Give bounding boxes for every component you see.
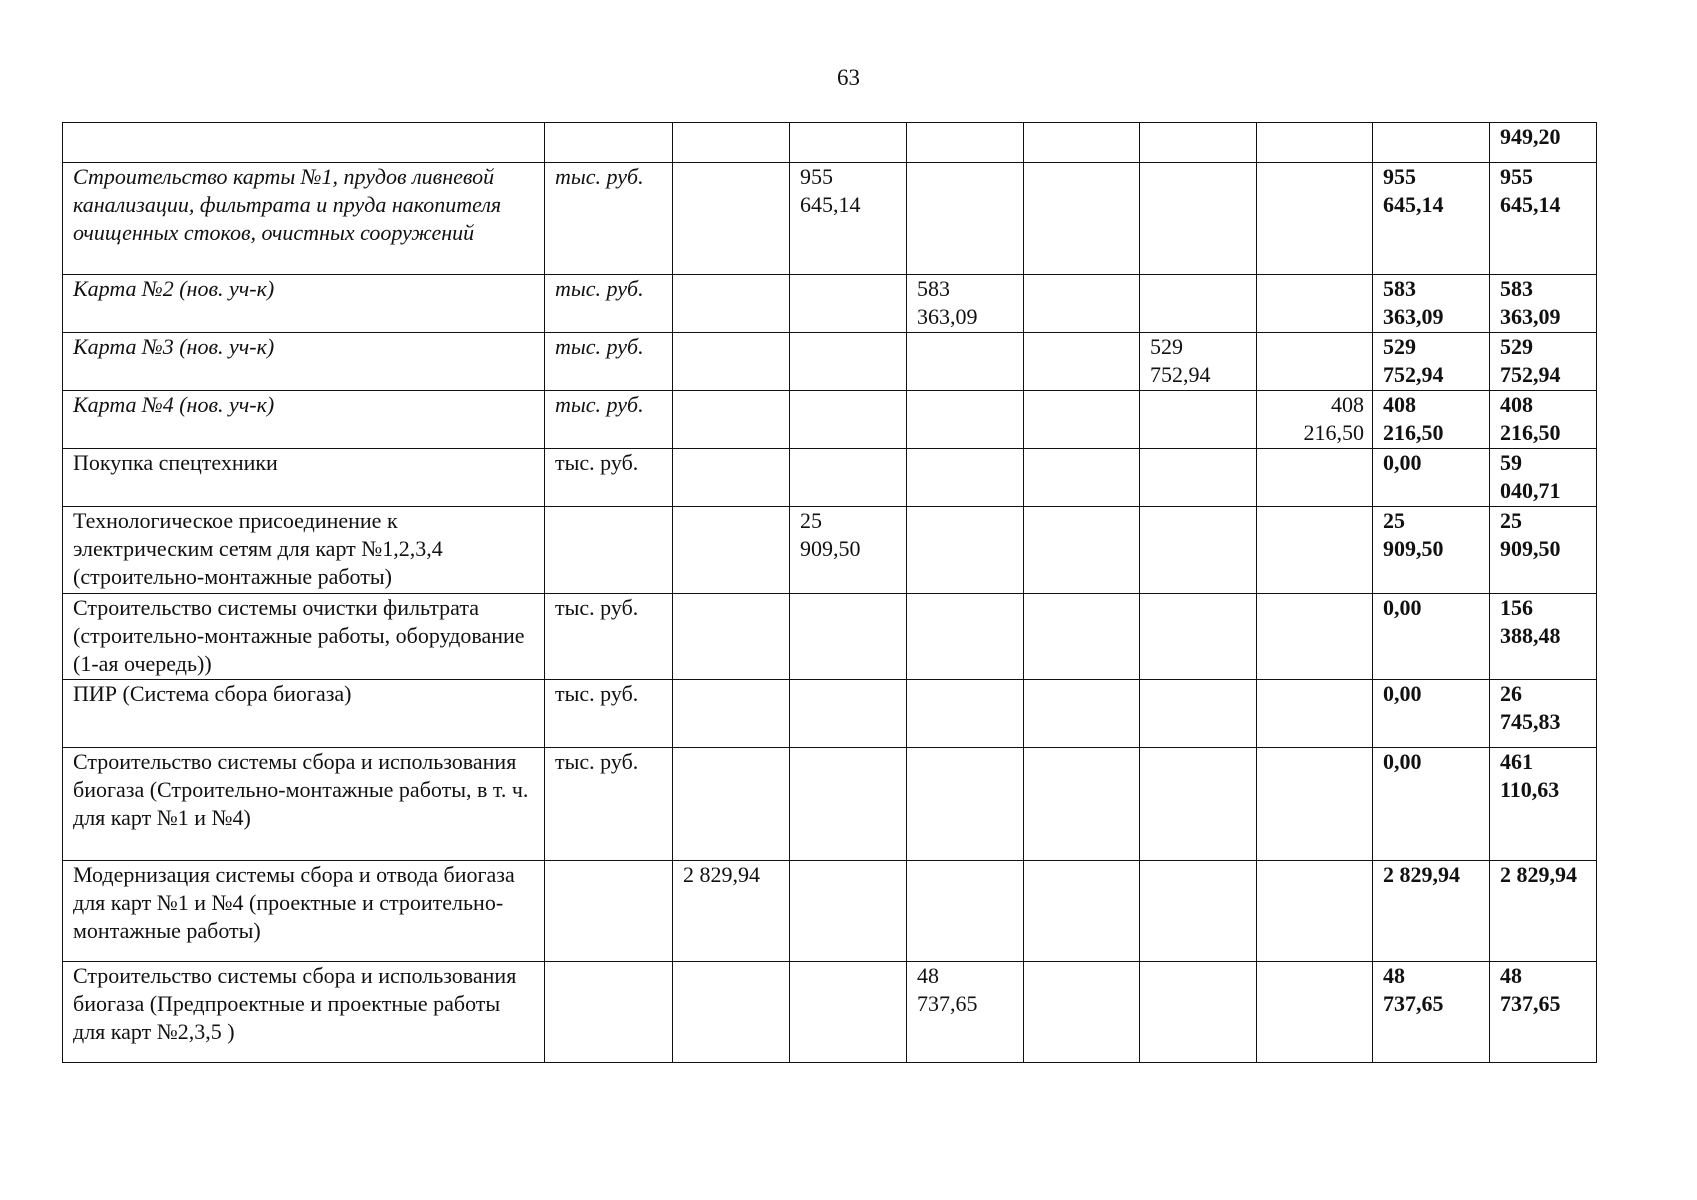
cell-col4 <box>1024 680 1140 748</box>
cell-total-all: 408 216,50 <box>1490 391 1597 449</box>
cell-unit <box>545 962 673 1063</box>
cell-name <box>63 123 545 163</box>
cell-col5 <box>1140 449 1257 507</box>
table-body <box>63 123 1597 1063</box>
cell-col4 <box>1024 748 1140 861</box>
cell-col1 <box>673 748 790 861</box>
cell-col1 <box>673 123 790 163</box>
cell-col6: 408 216,50 <box>1257 391 1373 449</box>
cell-col6 <box>1257 680 1373 748</box>
cell-col1 <box>673 449 790 507</box>
cell-total: 0,00 <box>1373 748 1490 861</box>
cell-col6 <box>1257 748 1373 861</box>
cell-col3 <box>907 449 1024 507</box>
cell-col3 <box>907 163 1024 275</box>
cell-col4 <box>1024 391 1140 449</box>
cell-col5 <box>1140 594 1257 680</box>
cell-total-all: 583 363,09 <box>1490 275 1597 333</box>
cell-col5 <box>1140 748 1257 861</box>
cell-unit: тыс. руб. <box>545 163 673 275</box>
cell-col4 <box>1024 123 1140 163</box>
cell-col3 <box>907 680 1024 748</box>
cell-name: Карта №4 (нов. уч-к) <box>63 391 545 449</box>
table-row <box>63 449 1597 507</box>
cell-col2 <box>790 748 907 861</box>
cell-total-all: 529 752,94 <box>1490 333 1597 391</box>
cell-col4 <box>1024 275 1140 333</box>
cell-col6 <box>1257 507 1373 594</box>
cell-col1 <box>673 333 790 391</box>
cell-col1 <box>673 594 790 680</box>
cell-col3: 48 737,65 <box>907 962 1024 1063</box>
cell-name: Технологическое присоединение к электрическим сетям для карт №1,2,3,4 (строительно-монтажные работы) <box>63 507 545 594</box>
cell-total: 0,00 <box>1373 449 1490 507</box>
cell-col4 <box>1024 333 1140 391</box>
table-row <box>63 594 1597 680</box>
cell-col1: 2 829,94 <box>673 861 790 962</box>
cell-col2 <box>790 391 907 449</box>
cell-total-all: 955 645,14 <box>1490 163 1597 275</box>
cell-unit: тыс. руб. <box>545 680 673 748</box>
cell-col2: 25 909,50 <box>790 507 907 594</box>
cell-total-all: 59 040,71 <box>1490 449 1597 507</box>
cell-col1 <box>673 391 790 449</box>
cell-unit: тыс. руб. <box>545 275 673 333</box>
cell-total: 583 363,09 <box>1373 275 1490 333</box>
cell-total <box>1373 123 1490 163</box>
cell-col1 <box>673 507 790 594</box>
cell-col3 <box>907 333 1024 391</box>
cell-col3 <box>907 861 1024 962</box>
cell-col5 <box>1140 123 1257 163</box>
cell-col5 <box>1140 861 1257 962</box>
cell-col6 <box>1257 123 1373 163</box>
investment-table <box>62 122 1597 1063</box>
cell-col4 <box>1024 163 1140 275</box>
cell-name: Карта №2 (нов. уч-к) <box>63 275 545 333</box>
cell-name: Покупка спецтехники <box>63 449 545 507</box>
table-row-continuation <box>63 123 1597 163</box>
cell-name: Строительство системы очистки фильтрата (строительно-монтажные работы, оборудование (1-ая очередь)) <box>63 594 545 680</box>
cell-col6 <box>1257 962 1373 1063</box>
cell-col3 <box>907 748 1024 861</box>
table-row <box>63 333 1597 391</box>
cell-col6 <box>1257 163 1373 275</box>
cell-unit: тыс. руб. <box>545 748 673 861</box>
cell-total-all: 48 737,65 <box>1490 962 1597 1063</box>
cell-name: ПИР (Система сбора биогаза) <box>63 680 545 748</box>
cell-col6 <box>1257 861 1373 962</box>
cell-col2 <box>790 333 907 391</box>
cell-total-all: 156 388,48 <box>1490 594 1597 680</box>
cell-col2 <box>790 275 907 333</box>
cell-unit: тыс. руб. <box>545 449 673 507</box>
cell-col5 <box>1140 507 1257 594</box>
cell-total-all: 26 745,83 <box>1490 680 1597 748</box>
cell-col3 <box>907 391 1024 449</box>
cell-unit: тыс. руб. <box>545 391 673 449</box>
cell-name: Строительство карты №1, прудов ливневой канализации, фильтрата и пруда накопителя очищенных стоков, очистных сооружений <box>63 163 545 275</box>
page-number: 63 <box>837 65 860 90</box>
table-row <box>63 962 1597 1063</box>
cell-total: 0,00 <box>1373 680 1490 748</box>
table-row <box>63 680 1597 748</box>
cell-col6 <box>1257 333 1373 391</box>
cell-col2 <box>790 123 907 163</box>
cell-col6 <box>1257 275 1373 333</box>
cell-col2 <box>790 680 907 748</box>
cell-total: 529 752,94 <box>1373 333 1490 391</box>
cell-unit <box>545 123 673 163</box>
cell-col3 <box>907 594 1024 680</box>
cell-col6 <box>1257 594 1373 680</box>
cell-total-all: 2 829,94 <box>1490 861 1597 962</box>
cell-total: 955 645,14 <box>1373 163 1490 275</box>
cell-col4 <box>1024 507 1140 594</box>
cell-total-all: 461 110,63 <box>1490 748 1597 861</box>
cell-total-all: 949,20 <box>1490 123 1597 163</box>
cell-col4 <box>1024 594 1140 680</box>
cell-col4 <box>1024 861 1140 962</box>
cell-name: Карта №3 (нов. уч-к) <box>63 333 545 391</box>
cell-unit: тыс. руб. <box>545 333 673 391</box>
cell-unit <box>545 507 673 594</box>
cell-total: 0,00 <box>1373 594 1490 680</box>
table-row <box>63 163 1597 275</box>
cell-col1 <box>673 275 790 333</box>
cell-total: 408 216,50 <box>1373 391 1490 449</box>
table-row <box>63 507 1597 594</box>
cell-col5 <box>1140 962 1257 1063</box>
cell-col5 <box>1140 391 1257 449</box>
cell-col5: 529 752,94 <box>1140 333 1257 391</box>
cell-col3 <box>907 123 1024 163</box>
cell-total-all: 25 909,50 <box>1490 507 1597 594</box>
cell-unit: тыс. руб. <box>545 594 673 680</box>
cell-col2 <box>790 594 907 680</box>
cell-name: Строительство системы сбора и использования биогаза (Строительно-монтажные работы, в т. ч. для карт №1 и №4) <box>63 748 545 861</box>
cell-name: Строительство системы сбора и использования биогаза (Предпроектные и проектные работы для карт №2,3,5 ) <box>63 962 545 1063</box>
cell-col2 <box>790 861 907 962</box>
cell-col2 <box>790 449 907 507</box>
cell-col1 <box>673 680 790 748</box>
cell-col4 <box>1024 449 1140 507</box>
cell-col4 <box>1024 962 1140 1063</box>
cell-total: 25 909,50 <box>1373 507 1490 594</box>
cell-unit <box>545 861 673 962</box>
cell-total: 48 737,65 <box>1373 962 1490 1063</box>
cell-col3 <box>907 507 1024 594</box>
cell-total: 2 829,94 <box>1373 861 1490 962</box>
cell-col3: 583 363,09 <box>907 275 1024 333</box>
cell-col5 <box>1140 680 1257 748</box>
cell-col5 <box>1140 163 1257 275</box>
cell-col2: 955 645,14 <box>790 163 907 275</box>
cell-col2 <box>790 962 907 1063</box>
cell-col6 <box>1257 449 1373 507</box>
cell-col1 <box>673 163 790 275</box>
table-row <box>63 391 1597 449</box>
cell-col5 <box>1140 275 1257 333</box>
cell-col1 <box>673 962 790 1063</box>
cell-name: Модернизация системы сбора и отвода биогаза для карт №1 и №4 (проектные и строительно-монтажные работы) <box>63 861 545 962</box>
table-row <box>63 861 1597 962</box>
table-row <box>63 748 1597 861</box>
table-row <box>63 275 1597 333</box>
